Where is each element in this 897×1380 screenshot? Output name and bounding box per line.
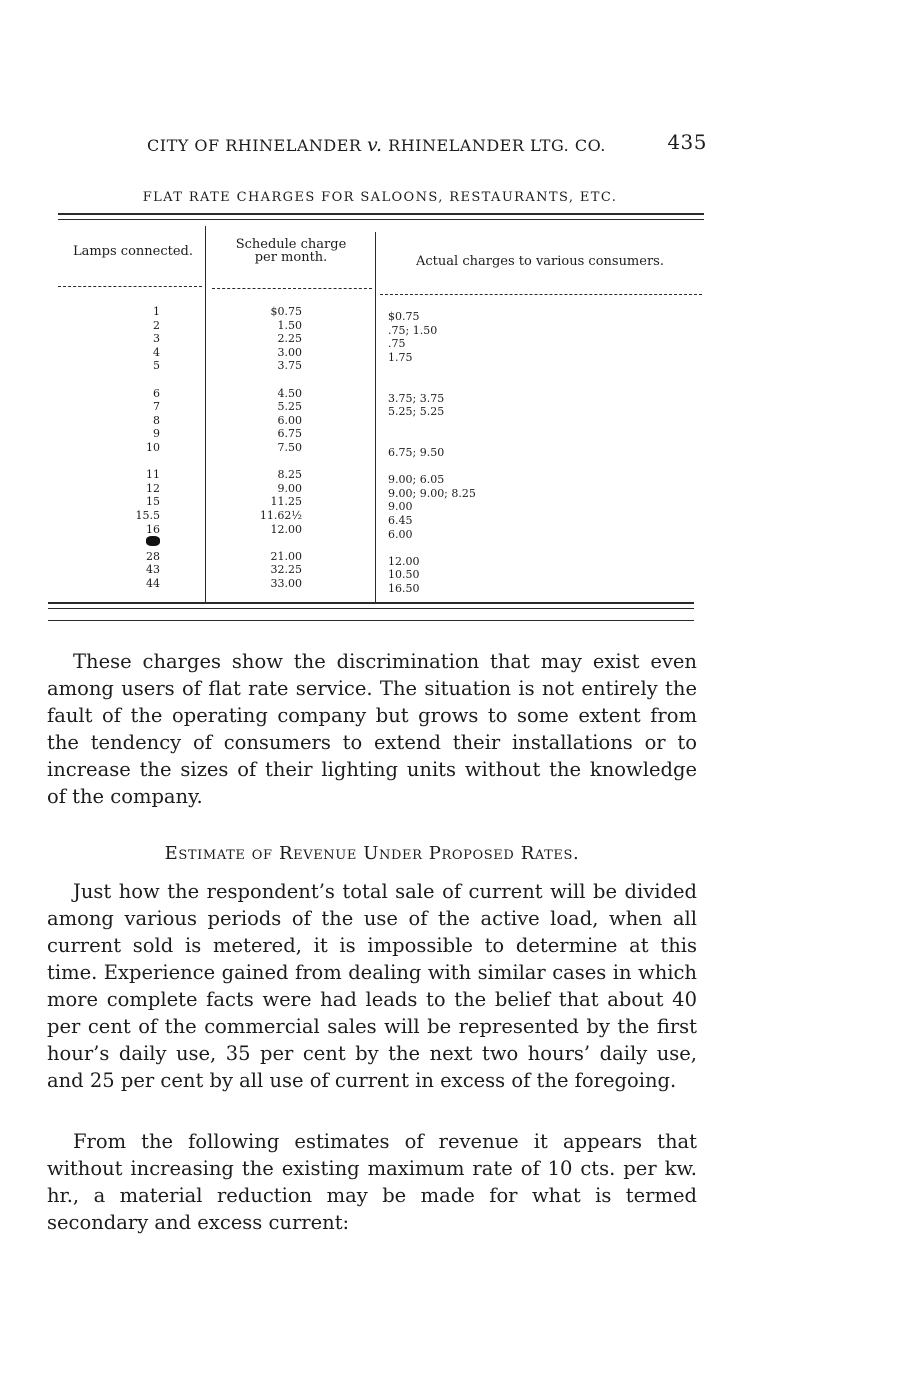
table-bottom-rule — [48, 602, 694, 604]
schedule-cell: 3.75 — [277, 359, 302, 373]
actual-cell: 9.00 — [388, 500, 413, 514]
lamps-cell: 2 — [153, 318, 160, 332]
lamps-cell: 5 — [153, 359, 160, 373]
row-gap — [230, 455, 302, 469]
page-number: 435 — [667, 130, 707, 154]
table-top-rule-2 — [58, 219, 704, 220]
lamps-cell: 7 — [153, 400, 160, 414]
schedule-cell: 11.25 — [270, 495, 302, 509]
schedule-column — [230, 305, 302, 590]
actual-cell: $0.75 — [388, 310, 420, 323]
lamps-cell: 4 — [153, 345, 160, 359]
actual-cell: .75 — [388, 337, 406, 351]
header-schedule-line2: per month. — [254, 250, 328, 265]
actual-cell — [388, 432, 688, 446]
schedule-cell: 1.50 — [277, 318, 302, 332]
schedule-cell: 5.25 — [277, 400, 302, 414]
actual-cell — [388, 419, 688, 433]
schedule-cell — [230, 536, 302, 550]
row-gap — [100, 455, 160, 469]
schedule-cell: 9.00 — [277, 481, 302, 495]
case-title — [147, 134, 606, 156]
lamps-cell: 9 — [153, 427, 160, 441]
header-dash-actual — [380, 294, 702, 295]
actual-cell — [388, 364, 688, 378]
header-lamps: Lamps connected. — [72, 244, 194, 259]
case-title-defendant: RHINELANDER LTG. CO. — [388, 136, 606, 155]
actual-cell: 1.75 — [388, 350, 413, 364]
row-gap — [100, 373, 160, 387]
schedule-cell: 6.00 — [277, 413, 302, 427]
actual-cell: 16.50 — [388, 581, 420, 595]
lamps-cell: 12 — [146, 481, 160, 495]
paragraph-discrimination-text: These charges show the discrimination that may exist even among users of flat rate service. The situation is not entirely the fault of the operating company but grows to some extent from the tendency of consumers to extend their installations or to increase the sizes of their lighting units without the knowledge of the company. — [47, 650, 697, 808]
column-divider-1 — [205, 226, 206, 604]
lamps-cell: 15 — [146, 495, 160, 509]
column-divider-2 — [375, 232, 376, 604]
actual-cell: 6.45 — [388, 513, 413, 527]
actual-column — [388, 310, 688, 595]
header-schedule-line1: Schedule charge — [235, 237, 347, 252]
schedule-cell: 12.00 — [270, 522, 302, 536]
table-top-rule — [58, 213, 704, 215]
lamps-cell: 16 — [146, 522, 160, 536]
actual-cell: 6.75; 9.50 — [388, 445, 445, 459]
actual-cell — [388, 541, 688, 555]
lamps-cell: 44 — [146, 576, 160, 590]
actual-cell: 9.00; 9.00; 8.25 — [388, 486, 476, 500]
actual-cell: 6.00 — [388, 527, 413, 541]
schedule-cell: 33.00 — [270, 576, 302, 590]
schedule-cell: 3.00 — [277, 345, 302, 359]
schedule-cell: 7.50 — [277, 440, 302, 454]
section-heading: Estimate of Revenue Under Proposed Rates. — [164, 843, 580, 864]
paragraph-revenue — [47, 1128, 697, 1236]
lamps-cell: 8 — [153, 413, 160, 427]
lamps-cell: 1 — [153, 305, 160, 318]
row-gap — [388, 378, 688, 392]
schedule-cell: 32.25 — [270, 563, 302, 577]
actual-cell: 5.25; 5.25 — [388, 405, 445, 419]
schedule-cell: $0.75 — [270, 305, 302, 318]
paragraph-discrimination — [47, 648, 697, 810]
lamps-column — [100, 305, 160, 590]
schedule-cell: 6.75 — [277, 427, 302, 441]
schedule-cell: 4.50 — [277, 386, 302, 400]
paragraph-revenue-text: From the following estimates of revenue it appears that without increasing the existing maximum rate of 10 cts. per kw. hr., a material reduction may be made for what is termed secondary and excess current: — [47, 1130, 697, 1234]
ink-blot — [146, 536, 160, 546]
case-title-plaintiff: CITY OF RHINELANDER — [147, 136, 362, 155]
lamps-cell: 3 — [153, 332, 160, 346]
actual-cell: 10.50 — [388, 568, 420, 582]
table-title: FLAT RATE CHARGES FOR SALOONS, RESTAURANTS, ETC. — [142, 190, 618, 205]
actual-cell: 3.75; 3.75 — [388, 391, 445, 405]
table-bottom-rule-2 — [48, 608, 694, 609]
header-actual: Actual charges to various consumers. — [416, 254, 664, 269]
lamps-cell: 11 — [146, 468, 160, 482]
header-dash-lamps — [58, 286, 202, 287]
header-schedule — [208, 238, 374, 264]
schedule-cell: 21.00 — [270, 549, 302, 563]
lamps-cell: 43 — [146, 563, 160, 577]
schedule-cell: 11.62½ — [259, 508, 302, 522]
actual-cell: .75; 1.50 — [388, 323, 438, 337]
case-title-versus: v. — [367, 134, 383, 156]
header-dash-schedule — [212, 288, 372, 289]
row-gap — [230, 373, 302, 387]
actual-cell: 9.00; 6.05 — [388, 473, 445, 487]
schedule-cell: 2.25 — [277, 332, 302, 346]
paragraph-estimate-text: Just how the respondent’s total sale of current will be divided among various periods of the use of the active load, when all current sold is metered, it is impossible to determine at this time. Experience gained from dealing with similar cases in which more complete facts were had leads to the belief that about 40 per cent of the commercial sales will be represented by the first hour’s daily use, 35 per cent by the next two hours’ daily use, and 25 per cent by all use of current in excess of the foregoing. — [47, 880, 697, 1092]
schedule-cell: 8.25 — [277, 468, 302, 482]
lamps-cell: 10 — [146, 440, 160, 454]
lamps-cell: 28 — [146, 549, 160, 563]
lamps-cell-blot — [100, 536, 160, 550]
table-bottom-rule-3 — [48, 620, 694, 621]
lamps-cell: 15.5 — [135, 508, 160, 522]
paragraph-estimate — [47, 878, 697, 1094]
row-gap — [388, 460, 688, 474]
lamps-cell: 6 — [153, 386, 160, 400]
actual-cell: 12.00 — [388, 554, 420, 568]
